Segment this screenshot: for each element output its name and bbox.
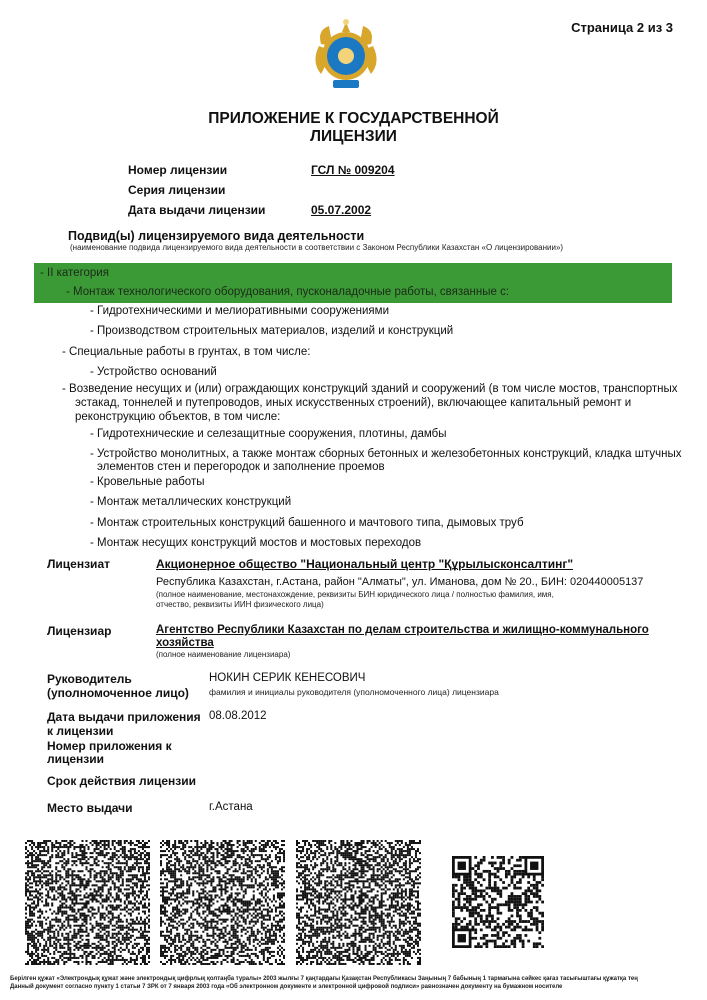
appendix-number-label-2: лицензии [47, 752, 105, 766]
licensor-name-1: Агентство Республики Казахстан по делам строительства и жилищно-коммунального [156, 624, 649, 636]
list-item: - Устройство оснований [90, 366, 217, 378]
list-item: - Гидротехнические и селезащитные сооружения, плотины, дамбы [90, 428, 447, 440]
list-item: - Монтаж строительных конструкций башенного и мачтового типа, дымовых труб [90, 517, 524, 529]
list-item: - Монтаж несущих конструкций мостов и мостовых переходов [90, 537, 422, 549]
appendix-date-label-1: Дата выдачи приложения [47, 710, 201, 724]
list-item: - Монтаж металлических конструкций [90, 496, 292, 508]
barcode-3-icon [296, 840, 421, 965]
place-value: г.Астана [209, 801, 253, 813]
appendix-date-label-2: к лицензии [47, 724, 114, 738]
license-date-label: Дата выдачи лицензии [128, 203, 266, 217]
list-item: - Возведение несущих и (или) ограждающих конструкций зданий и сооружений (в том числе мостов, транспортных [62, 383, 678, 395]
list-item: - Кровельные работы [90, 476, 205, 488]
title-line-2: ЛИЦЕНЗИИ [310, 128, 397, 145]
license-date-value: 05.07.2002 [311, 203, 372, 217]
validity-label: Срок действия лицензии [47, 774, 196, 788]
list-item-continuation: реконструкцию объектов, в том числе: [75, 411, 281, 423]
head-name: НОКИН СЕРИК КЕНЕСОВИЧ [209, 672, 366, 684]
barcode-1-icon [25, 840, 150, 965]
list-item: - Специальные работы в грунтах, в том числе: [62, 346, 311, 358]
licensee-name: Акционерное общество "Национальный центр "Құрылысконсалтинг" [156, 557, 574, 571]
list-item: - Устройство монолитных, а также монтаж сборных бетонных и железобетонных конструкций, кладка штучных [90, 448, 682, 460]
list-item: - Монтаж технологического оборудования, пусконаладочные работы, связанные с: [66, 286, 510, 298]
head-label-2: (уполномоченное лицо) [47, 686, 189, 700]
licensor-label: Лицензиар [47, 624, 112, 638]
licensee-address: Республика Казахстан, г.Астана, район "Алматы", ул. Иманова, дом № 20., БИН: 020440005137 [156, 576, 644, 588]
title-line-1: ПРИЛОЖЕНИЕ К ГОСУДАРСТВЕННОЙ [208, 110, 499, 127]
licensee-note-2: отчество, реквизиты ИИН физического лица) [156, 600, 324, 609]
state-emblem-icon [309, 16, 383, 94]
license-number-value: ГСЛ № 009204 [311, 163, 395, 177]
page-indicator: Страница 2 из 3 [571, 20, 673, 35]
footer-line-1: Берілген құжат «Электрондық құжат және электрондық цифрлық қолтаңба туралы» 2003 жылғы 7 қаңтардағы Қазақстан Республикасы Заңының 7 бабының 1 тармағына сәйкес қағаз тасығыштағы құжатқа тең [10, 976, 638, 982]
list-item: - Гидротехническими и мелиоративными сооружениями [90, 305, 389, 317]
place-label: Место выдачи [47, 801, 133, 815]
list-item: - Производством строительных материалов, изделий и конструкций [90, 325, 454, 337]
barcode-2-icon [160, 840, 285, 965]
licensee-note-1: (полное наименование, местонахождение, реквизиты БИН юридического лица / полностью фамилия, имя, [156, 590, 554, 599]
subtypes-heading: Подвид(ы) лицензируемого вида деятельности [68, 229, 365, 243]
head-label-1: Руководитель [47, 672, 132, 686]
licensee-label: Лицензиат [47, 557, 110, 571]
list-item-continuation: эстакад, тоннелей и путепроводов, иных искусственных строений), включающее капитальный ремонт и [75, 397, 632, 409]
appendix-number-label-1: Номер приложения к [47, 739, 172, 753]
subtypes-note: (наименование подвида лицензируемого вида деятельности в соответствии с Законом Республики Казахстан «О лицензировании») [70, 243, 564, 252]
appendix-date-value: 08.08.2012 [209, 710, 267, 722]
licensor-name-2: хозяйства [156, 637, 214, 649]
footer-line-2: Данный документ согласно пункту 1 статьи 7 ЗРК от 7 января 2003 года «Об электронном документе и электронной цифровой подписи» равнозначен документу на бумажном носителе [10, 984, 563, 990]
list-item-continuation: элементов стен и перегородок и заполнение проемов [97, 461, 385, 473]
qr-code-icon [452, 856, 544, 948]
licensor-note: (полное наименование лицензиара) [156, 650, 291, 659]
footer-note [10, 975, 700, 991]
document-title [0, 110, 707, 146]
category-item: - II категория [40, 267, 109, 279]
head-note: фамилия и инициалы руководителя (уполномоченного лица) лицензиара [209, 687, 499, 697]
license-series-label: Серия лицензии [128, 183, 226, 197]
license-number-label: Номер лицензии [128, 163, 228, 177]
